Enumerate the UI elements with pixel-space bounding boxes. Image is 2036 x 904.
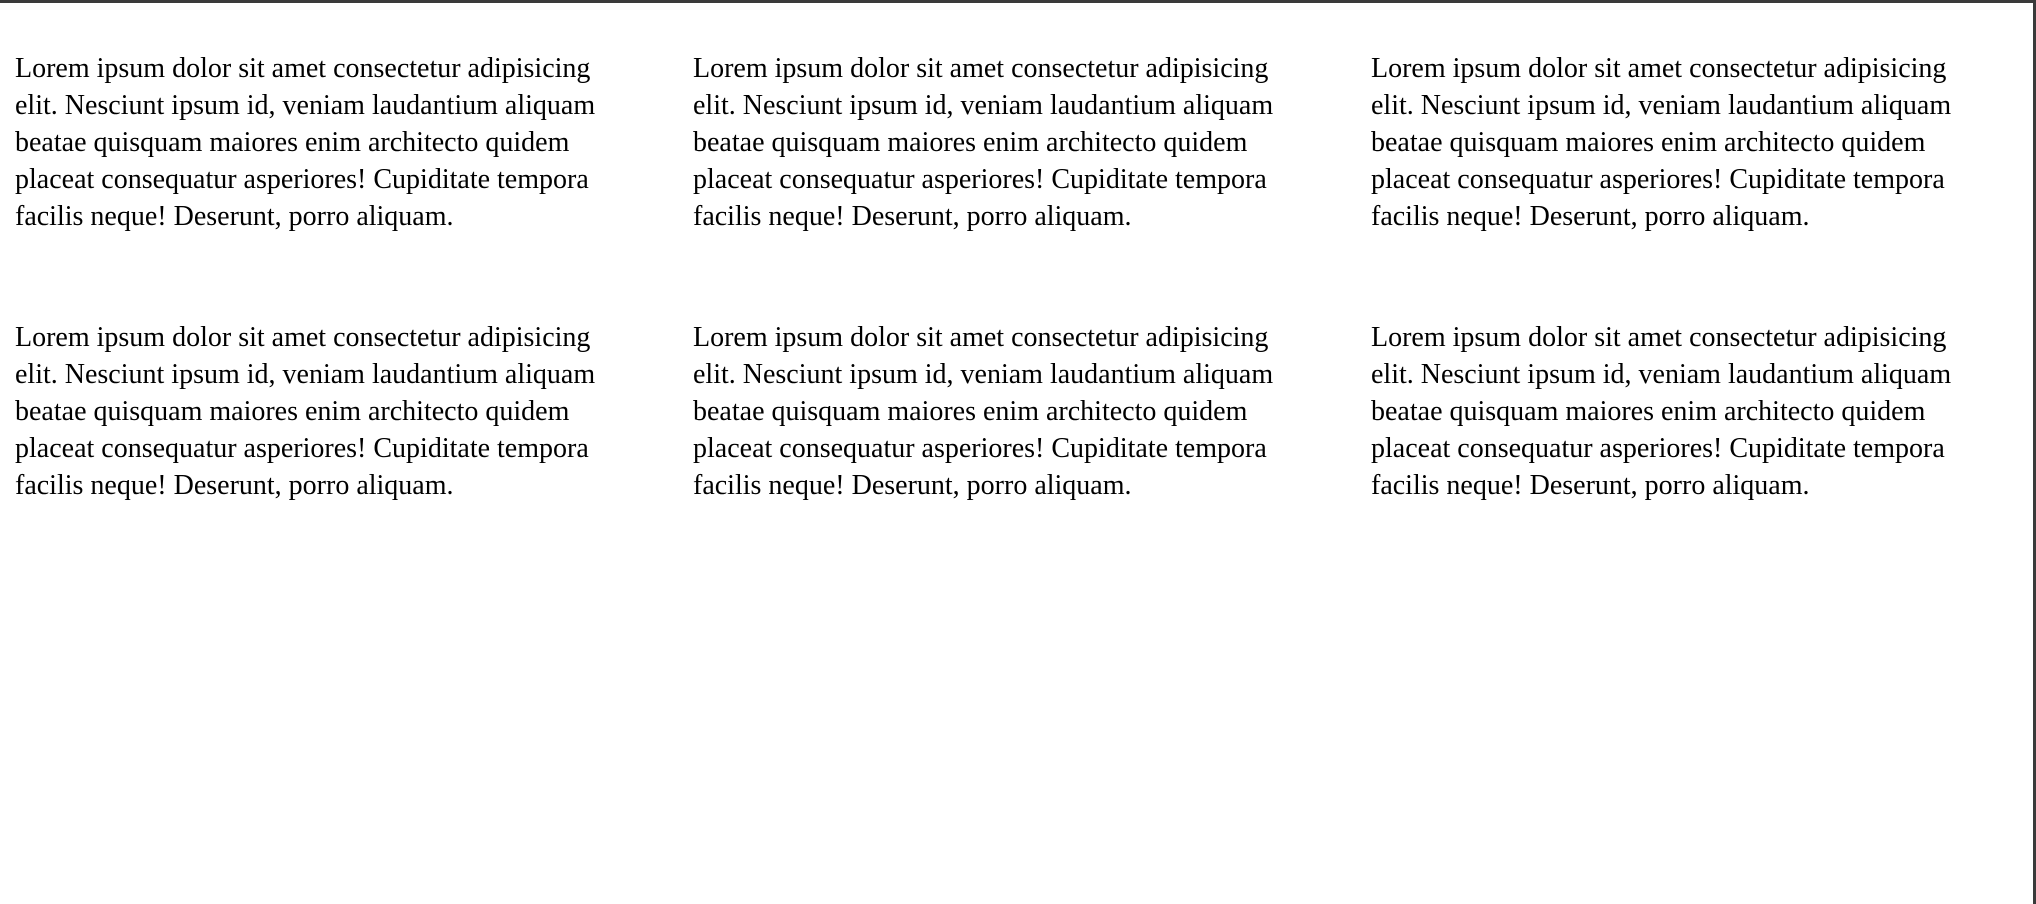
text-card-1 — [15, 50, 605, 235]
text-card-3 — [1371, 50, 1961, 235]
card-paragraph: Lorem ipsum dolor sit amet consectetur adipisicing elit. Nesciunt ipsum id, veniam laudantium aliquam beatae quisquam maiores enim architecto quidem placeat consequatur asperiores! Cupiditate tempora facilis neque! Deserunt, porro aliquam. — [693, 322, 1274, 501]
text-card-6 — [1371, 319, 1961, 504]
text-card-4 — [15, 319, 605, 504]
text-card-5 — [693, 319, 1283, 504]
viewport-top-border — [0, 0, 2036, 3]
card-paragraph: Lorem ipsum dolor sit amet consectetur adipisicing elit. Nesciunt ipsum id, veniam laudantium aliquam beatae quisquam maiores enim architecto quidem placeat consequatur asperiores! Cupiditate tempora facilis neque! Deserunt, porro aliquam. — [693, 53, 1274, 232]
card-paragraph: Lorem ipsum dolor sit amet consectetur adipisicing elit. Nesciunt ipsum id, veniam laudantium aliquam beatae quisquam maiores enim architecto quidem placeat consequatur asperiores! Cupiditate tempora facilis neque! Deserunt, porro aliquam. — [1371, 322, 1952, 501]
text-card-2 — [693, 50, 1283, 235]
card-paragraph: Lorem ipsum dolor sit amet consectetur adipisicing elit. Nesciunt ipsum id, veniam laudantium aliquam beatae quisquam maiores enim architecto quidem placeat consequatur asperiores! Cupiditate tempora facilis neque! Deserunt, porro aliquam. — [1371, 53, 1952, 232]
card-paragraph: Lorem ipsum dolor sit amet consectetur adipisicing elit. Nesciunt ipsum id, veniam laudantium aliquam beatae quisquam maiores enim architecto quidem placeat consequatur asperiores! Cupiditate tempora facilis neque! Deserunt, porro aliquam. — [15, 53, 596, 232]
card-paragraph: Lorem ipsum dolor sit amet consectetur adipisicing elit. Nesciunt ipsum id, veniam laudantium aliquam beatae quisquam maiores enim architecto quidem placeat consequatur asperiores! Cupiditate tempora facilis neque! Deserunt, porro aliquam. — [15, 322, 596, 501]
text-card-grid — [15, 50, 1975, 504]
